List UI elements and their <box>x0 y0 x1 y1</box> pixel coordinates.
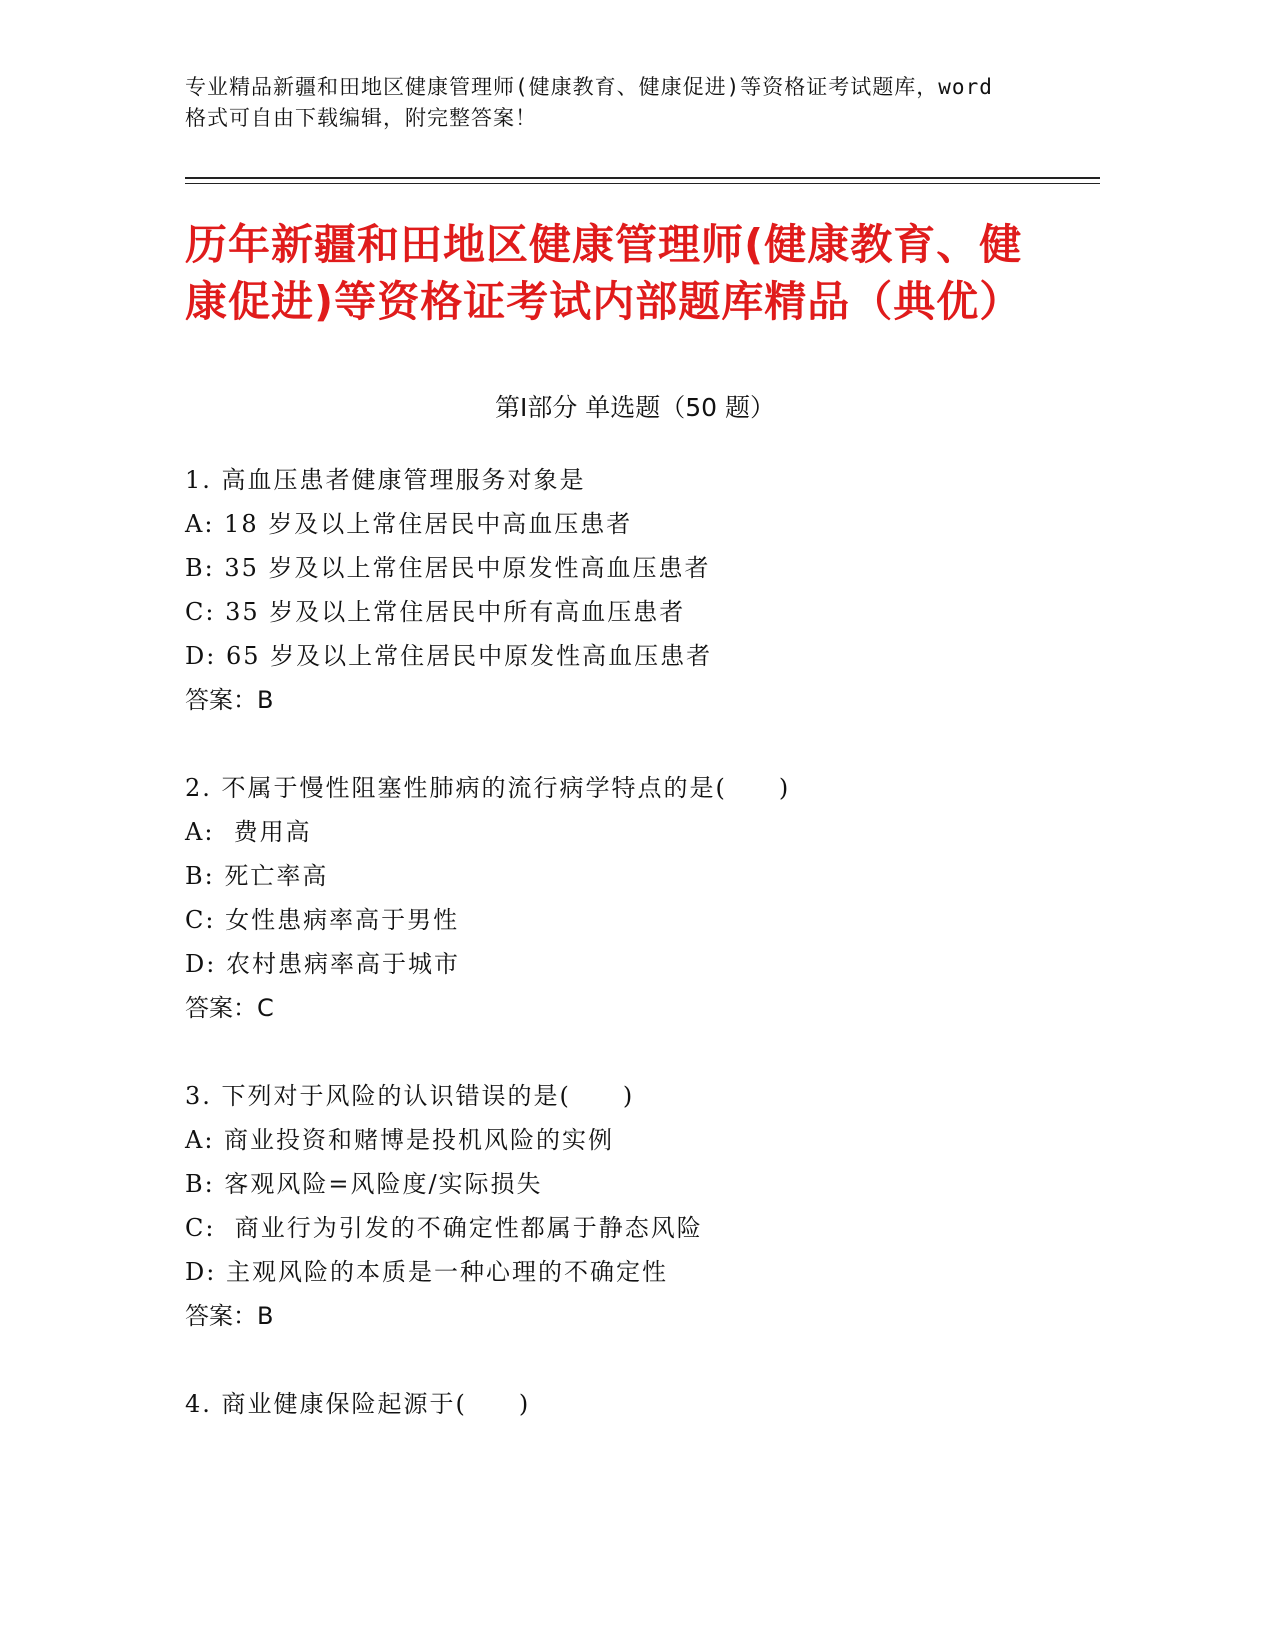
question-3 <box>185 1074 1085 1338</box>
option-b: B: 死亡率高 <box>185 862 329 890</box>
question-4 <box>185 1382 1085 1426</box>
intro-line-1: 专业精品新疆和田地区健康管理师(健康教育、健康促进)等资格证考试题库，word <box>185 75 993 99</box>
question-stem: 2. 不属于慢性阻塞性肺病的流行病学特点的是( ) <box>185 774 791 802</box>
option-c: C: 商业行为引发的不确定性都属于静态风险 <box>185 1214 703 1242</box>
option-d: D: 主观风险的本质是一种心理的不确定性 <box>185 1258 668 1286</box>
title-line-1: 历年新疆和田地区健康管理师(健康教育、健 <box>185 220 1023 269</box>
answer: 答案：B <box>185 686 274 714</box>
option-d: D: 65 岁及以上常住居民中原发性高血压患者 <box>185 642 713 670</box>
question-list <box>185 458 1085 1470</box>
option-a: A: 费用高 <box>185 818 312 846</box>
answer: 答案：B <box>185 1302 274 1330</box>
question-2 <box>185 766 1085 1030</box>
header-divider-thick <box>185 177 1100 179</box>
option-c: C: 女性患病率高于男性 <box>185 906 460 934</box>
question-stem: 3. 下列对于风险的认识错误的是( ) <box>185 1082 635 1110</box>
section-title: 第Ⅰ部分 单选题（50 题） <box>494 393 776 422</box>
option-a: A: 商业投资和赌博是投机风险的实例 <box>185 1126 615 1154</box>
question-stem: 1. 高血压患者健康管理服务对象是 <box>185 466 586 494</box>
option-b: B: 35 岁及以上常住居民中原发性高血压患者 <box>185 554 711 582</box>
question-stem: 4. 商业健康保险起源于( ) <box>185 1390 531 1418</box>
document-title <box>185 216 1085 330</box>
answer: 答案：C <box>185 994 274 1022</box>
header-divider-thin <box>185 183 1100 184</box>
option-c: C: 35 岁及以上常住居民中所有高血压患者 <box>185 598 686 626</box>
option-b: B: 客观风险=风险度/实际损失 <box>185 1170 543 1198</box>
option-d: D: 农村患病率高于城市 <box>185 950 460 978</box>
document-intro <box>185 72 1085 134</box>
question-1 <box>185 458 1085 722</box>
title-line-2: 康促进)等资格证考试内部题库精品（典优） <box>185 277 1023 326</box>
option-a: A: 18 岁及以上常住居民中高血压患者 <box>185 510 633 538</box>
intro-line-2: 格式可自由下载编辑，附完整答案！ <box>185 106 537 130</box>
